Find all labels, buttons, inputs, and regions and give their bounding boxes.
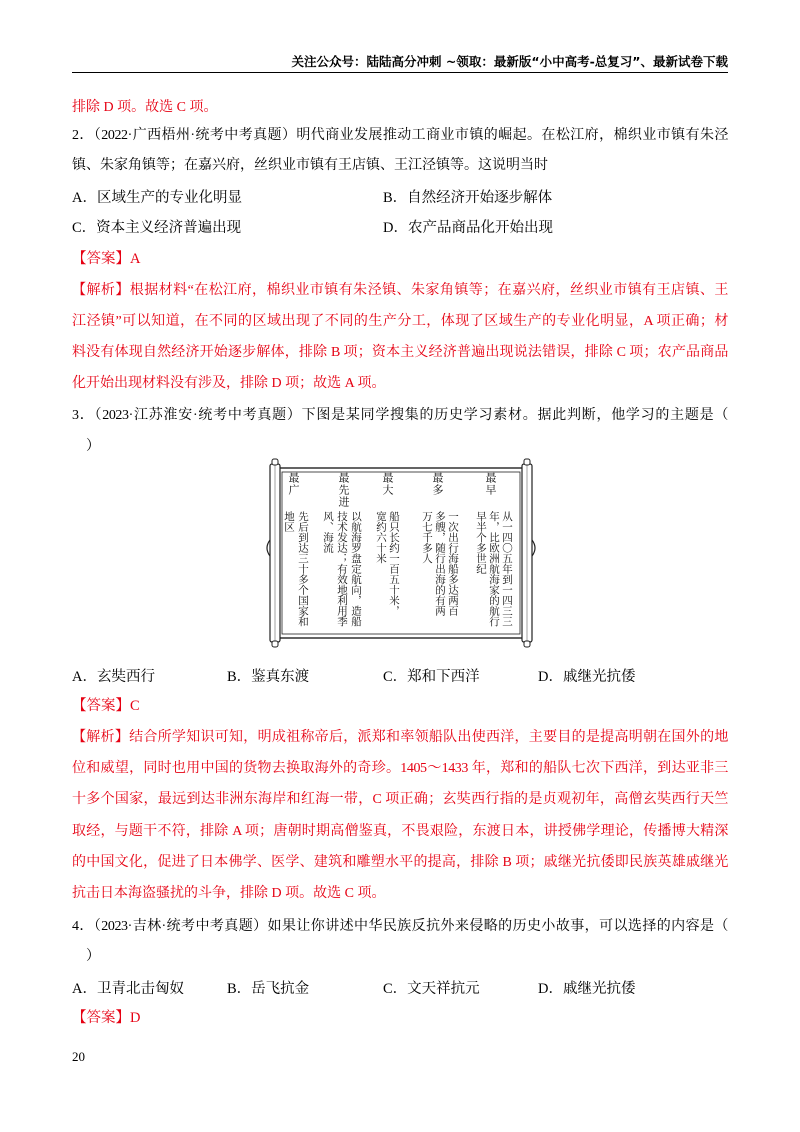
- figure-text-column: 船只长约一百五十米，: [388, 511, 399, 616]
- question-2-option-b: B．自然经济开始逐步解体: [383, 190, 553, 206]
- figure-section-heading: 最广: [287, 472, 299, 496]
- question-4-option-a: A．卫青北击匈奴: [72, 981, 184, 997]
- figure-text-column: 风、海流: [322, 511, 333, 553]
- question-4-option-d: D．戚继光抗倭: [538, 981, 636, 997]
- question-3-option-a: A．玄奘西行: [72, 669, 155, 685]
- figure-section-heading: 最多: [431, 472, 443, 496]
- page-number: 20: [72, 1049, 85, 1064]
- question-4-answer: 【答案】D: [72, 1010, 141, 1026]
- question-2-analysis-line: 【解析】根据材料“在松江府，棉织业市镇有朱泾镇、朱家角镇等；在嘉兴府，丝织业市镇有王店镇、王: [72, 283, 728, 298]
- figure-text-column: 万七千多人: [421, 511, 432, 564]
- question-3-analysis-line: 十多个国家，最远到达非洲东海岸和红海一带，C 项正确；玄奘西行指的是贞观初年，高僧玄奘西行天竺: [72, 792, 728, 807]
- question-3-answer-blank-close: ）: [86, 439, 100, 454]
- figure-text-column: 年，比欧洲航海家的航行: [488, 511, 499, 627]
- question-2-stem-line: 镇、朱家角镇等；在嘉兴府，丝织业市镇有王店镇、王江泾镇等。这说明当时: [72, 158, 548, 173]
- question-3-option-b: B．鉴真东渡: [227, 669, 310, 685]
- question-3-analysis-line: 抗击日本海盗骚扰的斗争，排除 D 项。故选 C 项。: [72, 886, 386, 901]
- question-4-option-c: C．文天祥抗元: [383, 981, 480, 997]
- figure-text-column: 以航海罗盘定航向，造船: [350, 511, 361, 627]
- figure-text-column: 先后到达三十多个国家和: [297, 511, 308, 627]
- question-2-stem-line: 2．（2022·广西梧州·统考中考真题）明代商业发展推动工商业市镇的崛起。在松江府，棉织业市镇有朱泾: [72, 128, 728, 143]
- figure-text-column: 从一四〇五年到一四三三: [501, 511, 512, 627]
- scroll-left-knob-bottom: [272, 641, 278, 647]
- question-2-option-c: C．资本主义经济普遍出现: [72, 220, 242, 236]
- figure-text-column: 技术发达；有效地利用季: [336, 511, 347, 627]
- question-3-analysis-line: 【解析】结合所学知识可知，明成祖称帝后，派郑和率领船队出使西洋，主要目的是提高明朝在国外的地: [72, 730, 728, 745]
- figure-text-column: 多艘，随行出海的有两: [434, 511, 445, 616]
- header-rule: [72, 72, 728, 73]
- question-3-stem-line: 3．（2023·江苏淮安·统考中考真题）下图是某同学搜集的历史学习素材。据此判断，他学习的主题是（: [72, 408, 728, 423]
- previous-analysis-tail: 排除 D 项。故选 C 项。: [72, 100, 218, 115]
- question-3-answer: 【答案】C: [72, 698, 140, 714]
- scroll-right-knob-top: [524, 459, 530, 465]
- question-4-answer-blank-close: ）: [86, 949, 100, 964]
- question-3-analysis-line: 位和威望，同时也用中国的货物去换取海外的奇珍。1405～1433 年，郑和的船队七次下西洋，到达亚非三: [72, 761, 728, 776]
- figure-section-heading: 最大: [381, 472, 393, 496]
- question-2-analysis-line: 江泾镇”可以知道，在不同的区域出现了不同的生产分工，体现了区域生产的专业化明显，A 项正确；材: [72, 314, 728, 329]
- question-2-analysis-line: 料没有体现自然经济开始逐步解体，排除 B 项；资本主义经济普遍出现说法错误，排除 C 项；农产品商品: [72, 345, 728, 360]
- question-3-analysis-line: 取经，与题干不符，排除 A 项；唐朝时期高僧鉴真，不畏艰险，东渡日本，讲授佛学理论，传播博大精深: [72, 824, 728, 839]
- question-2-answer: 【答案】A: [72, 251, 141, 267]
- scroll-left-knob-top: [272, 459, 278, 465]
- question-2-analysis-line: 化开始出现材料没有涉及，排除 D 项；故选 A 项。: [72, 376, 386, 391]
- figure-section-heading: 最先进: [337, 472, 349, 508]
- figure-section-heading: 最早: [484, 472, 496, 496]
- question-3-option-d: D．戚继光抗倭: [538, 669, 636, 685]
- question-3-analysis-line: 的中国文化，促进了日本佛学、医学、建筑和雕塑水平的提高，排除 B 项；戚继光抗倭即民族英雄戚继光: [72, 855, 728, 870]
- question-4-stem-line: 4．（2023·吉林·统考中考真题）如果让你讲述中华民族反抗外来侵略的历史小故事，可以选择的内容是（: [72, 919, 728, 934]
- question-3-option-c: C．郑和下西洋: [383, 669, 480, 685]
- question-2-option-d: D．农产品商品化开始出现: [383, 220, 553, 236]
- figure-text-column: 早半个多世纪: [475, 511, 486, 574]
- question-2-option-a: A．区域生产的专业化明显: [72, 190, 242, 206]
- figure-text-column: 宽约六十米: [375, 511, 386, 564]
- header-text: 关注公众号：陆陆高分冲刺 ~领取：最新版“小中高考-总复习”、最新试卷下载: [291, 54, 728, 69]
- figure-text-column: 一次出行海船多达两百: [447, 511, 458, 616]
- scroll-right-knob-bottom: [524, 641, 530, 647]
- question-4-option-b: B．岳飞抗金: [227, 981, 310, 997]
- figure-text-column: 地区: [283, 511, 294, 532]
